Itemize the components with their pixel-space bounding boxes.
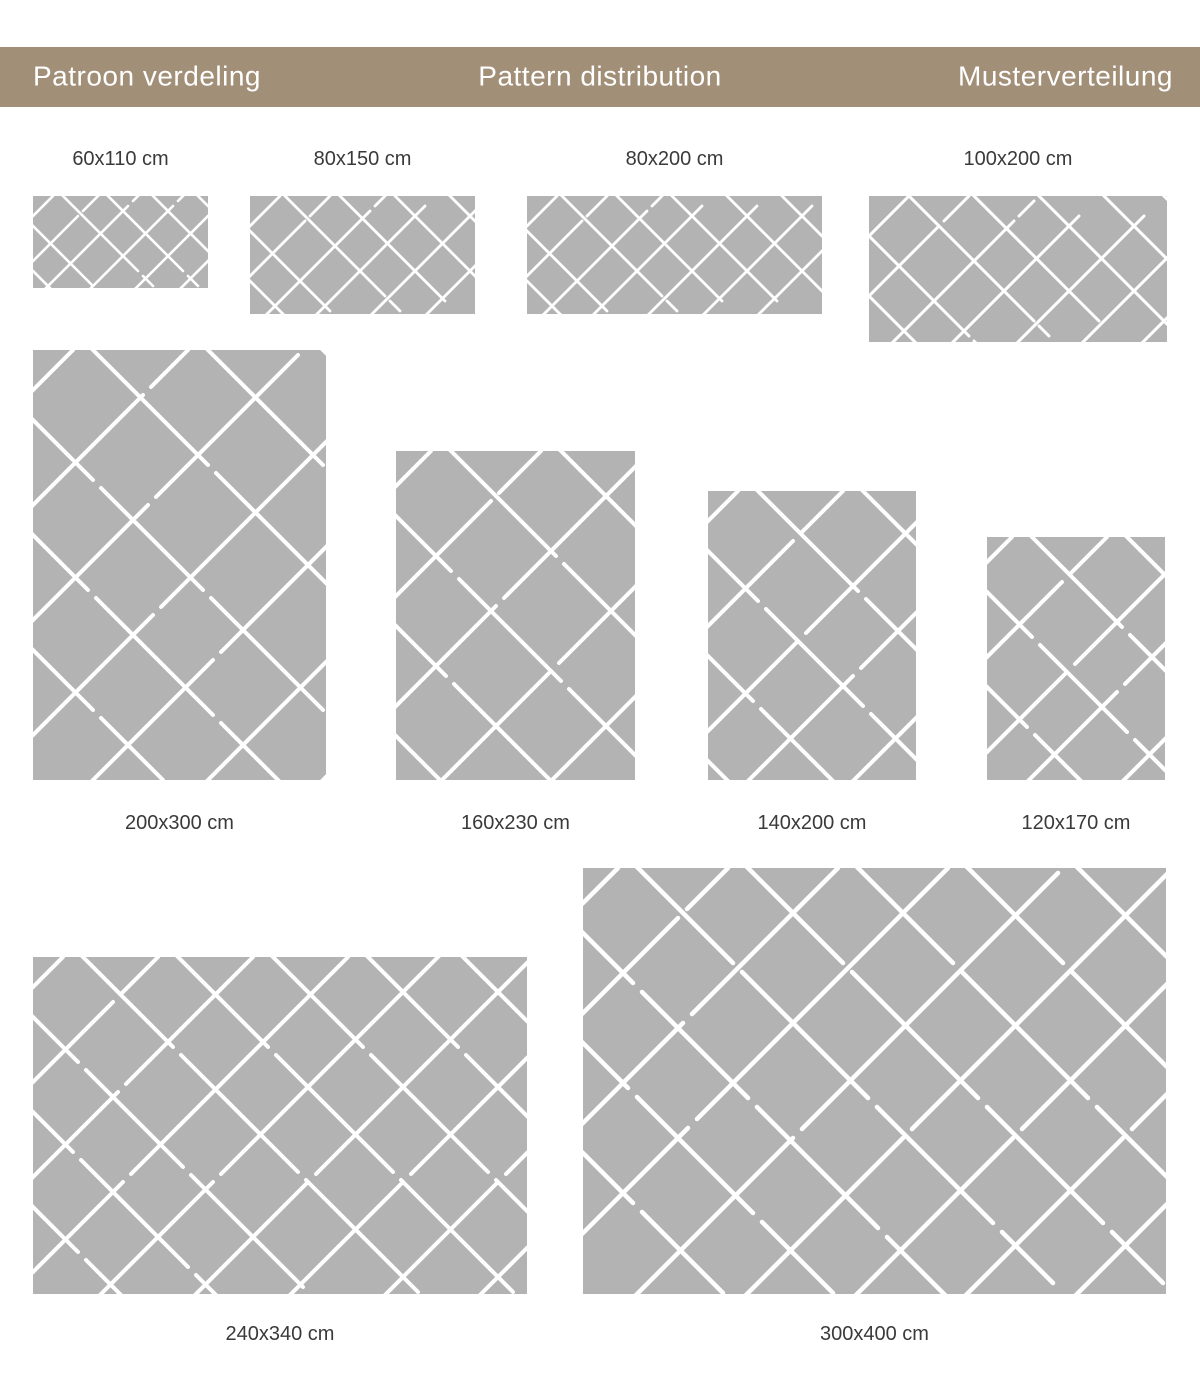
diamond-pattern-icon	[987, 537, 1165, 780]
rug-caption-160x230: 160x230 cm	[461, 812, 570, 834]
rug-caption-300x400: 300x400 cm	[820, 1323, 929, 1345]
rug-swatch-140x200	[708, 491, 916, 780]
rug-swatch-240x340	[33, 957, 527, 1294]
diamond-pattern-icon	[708, 491, 916, 780]
diamond-pattern-icon	[33, 350, 326, 780]
rug-swatch-80x200	[527, 196, 822, 314]
rug-caption-80x200: 80x200 cm	[625, 148, 724, 170]
rug-caption-100x200: 100x200 cm	[963, 148, 1073, 170]
header-title-dutch: Patroon verdeling	[33, 60, 261, 92]
rug-swatch-120x170	[987, 537, 1165, 780]
diamond-pattern-icon	[250, 196, 475, 314]
header-bar	[0, 47, 1200, 107]
rug-caption-120x170: 120x170 cm	[1021, 812, 1131, 834]
rug-swatch-100x200	[869, 196, 1167, 342]
rug-swatch-300x400	[583, 868, 1166, 1294]
header-title-english: Pattern distribution	[478, 60, 722, 92]
rug-caption-200x300: 200x300 cm	[125, 812, 234, 834]
diamond-pattern-icon	[396, 451, 635, 780]
rug-caption-80x150: 80x150 cm	[313, 148, 412, 170]
rug-caption-140x200: 140x200 cm	[757, 812, 867, 834]
diamond-pattern-icon	[527, 196, 822, 314]
header-title-german: Musterverteilung	[958, 60, 1173, 92]
diamond-pattern-icon	[583, 868, 1166, 1294]
rug-swatch-80x150	[250, 196, 475, 314]
rug-swatch-60x110	[33, 196, 208, 288]
diamond-pattern-icon	[33, 196, 208, 288]
rug-caption-240x340: 240x340 cm	[225, 1323, 335, 1345]
rug-swatch-160x230	[396, 451, 635, 780]
rug-swatch-200x300	[33, 350, 326, 780]
rug-caption-60x110: 60x110 cm	[72, 148, 169, 170]
diamond-pattern-icon	[869, 196, 1167, 342]
diamond-pattern-icon	[33, 957, 527, 1294]
